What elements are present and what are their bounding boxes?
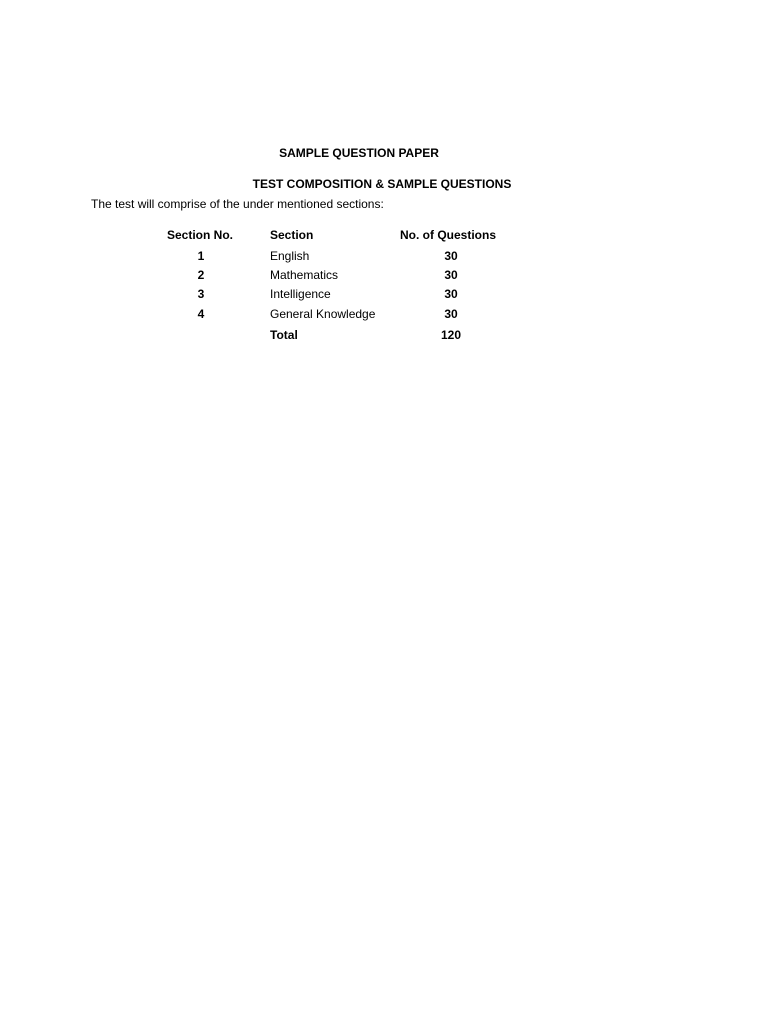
total-questions: 120 [440,328,462,342]
cell-section: General Knowledge [270,307,376,321]
cell-section: Intelligence [270,287,331,301]
cell-section-no: 1 [197,249,205,263]
cell-section-no: 3 [197,287,205,301]
intro-text: The test will comprise of the under mentioned sections: [91,197,384,211]
cell-section-no: 2 [197,268,205,282]
header-questions: No. of Questions [400,228,496,242]
cell-questions: 30 [444,307,458,321]
page-title: SAMPLE QUESTION PAPER [279,146,439,160]
cell-questions: 30 [444,249,458,263]
cell-section: English [270,249,310,263]
header-section: Section [270,228,314,242]
cell-section: Mathematics [270,268,339,282]
cell-questions: 30 [444,287,458,301]
page-subtitle: TEST COMPOSITION & SAMPLE QUESTIONS [252,177,512,191]
cell-questions: 30 [444,268,458,282]
total-label: Total [270,328,298,342]
cell-section-no: 4 [197,307,205,321]
header-section-no: Section No. [167,228,234,242]
